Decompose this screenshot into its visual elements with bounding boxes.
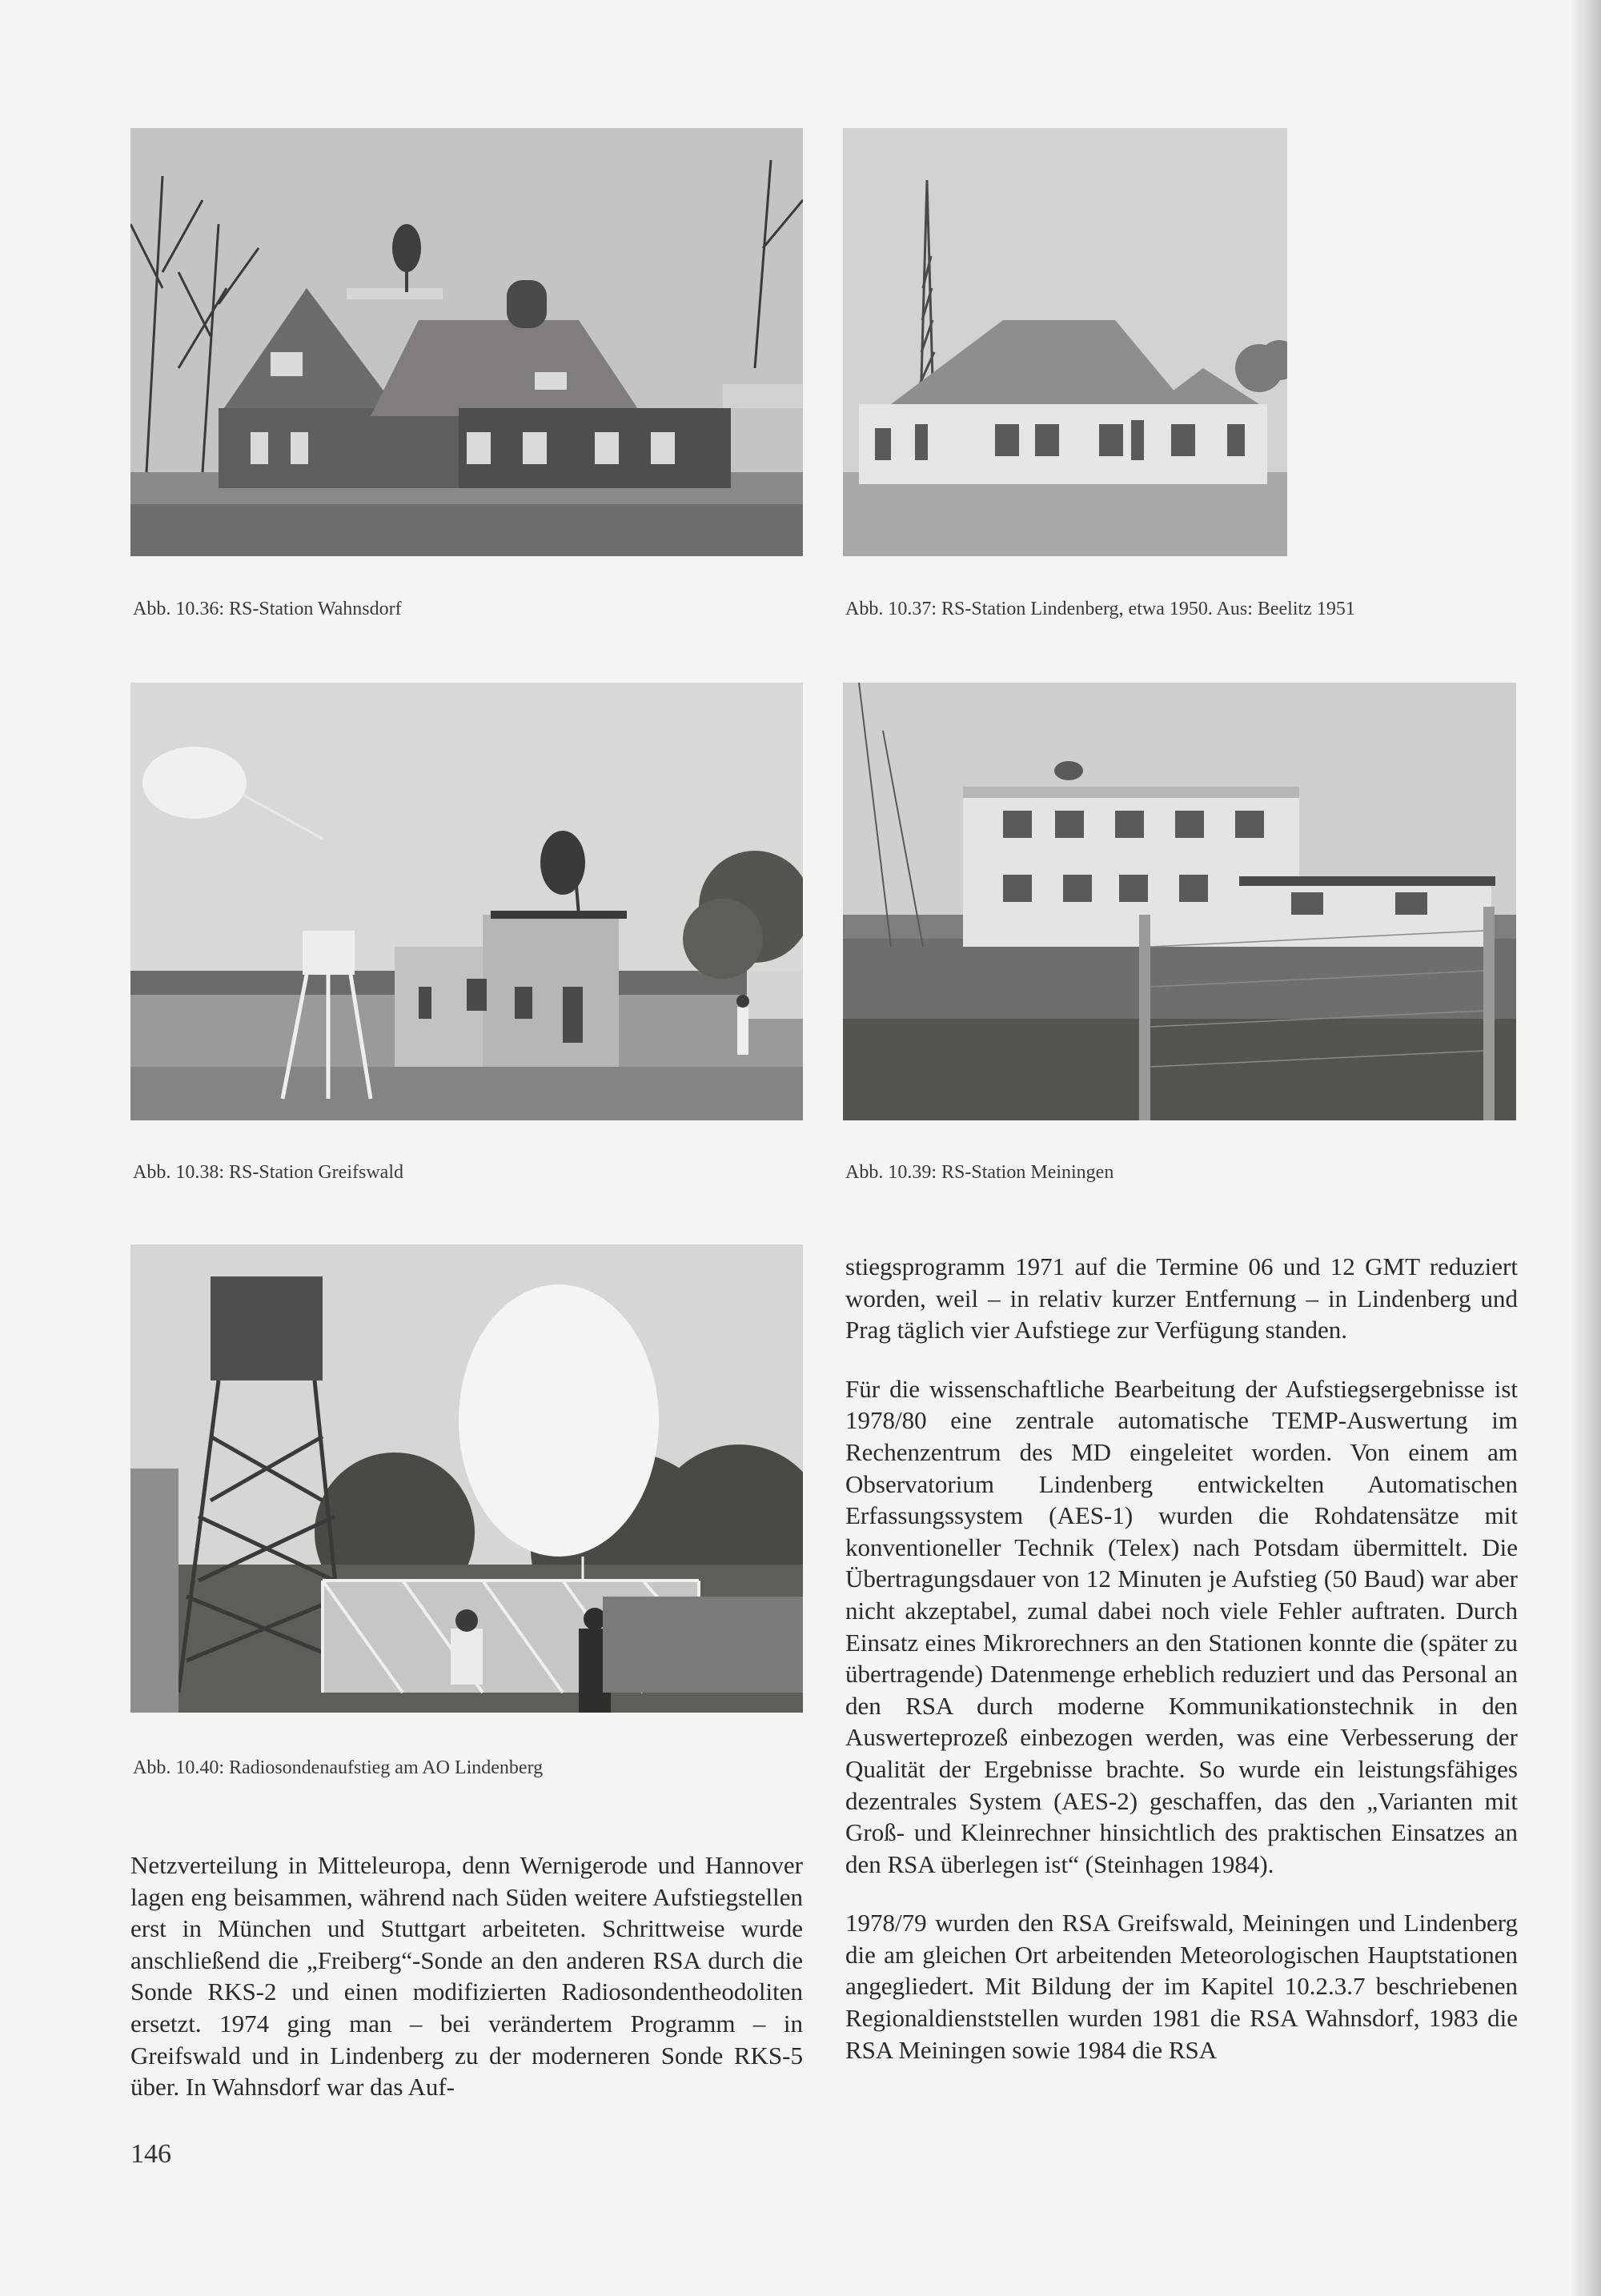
paragraph: 1978/79 wurden den RSA Greifswald, Meiningen und Lindenberg die am gleichen Ort arbeitenden Meteorologischen Hauptstationen angegliedert. Mit Bildung der im Kapitel 10.2.3.7 beschriebenen Regionaldienststellen wurden 1981 die RSA Wahnsdorf, 1983 die RSA Meiningen sowie 1984 die RSA (845, 1909, 1518, 2064)
body-text-left-column (130, 1849, 803, 2103)
caption-abb-10-36: Abb. 10.36: RS-Station Wahnsdorf (133, 599, 402, 619)
photo-rs-station-lindenberg (843, 128, 1287, 556)
page-edge-shadow (1569, 0, 1601, 2296)
photo-rs-station-greifswald (130, 683, 803, 1120)
body-text-right-column (845, 1251, 1518, 2066)
caption-abb-10-39: Abb. 10.39: RS-Station Meiningen (845, 1162, 1114, 1183)
photo-radiosondenaufstieg-lindenberg (130, 1244, 803, 1713)
caption-abb-10-38: Abb. 10.38: RS-Station Greifswald (133, 1162, 403, 1183)
photo-rs-station-meiningen (843, 683, 1516, 1120)
paragraph: Für die wissenschaftliche Bearbeitung der Aufstiegsergebnisse ist 1978/80 eine zentrale automatische TEMP-Auswertung im Rechenzentrum des MD eingeleitet worden. Von einem am Observatorium Lindenberg entwickelten Automatischen Erfassungssystem (AES-1) wurden die Rohdatensätze mit konventioneller Technik (Telex) nach Potsdam übermittelt. Die Übertragungsdauer von 12 Minuten je Aufstieg (50 Baud) war aber nicht akzeptabel, zumal dabei noch viele Fehler auftraten. Durch Einsatz eines Mikrorechners an den Stationen konnte die (später zu übertragende) Datenmenge erheblich reduziert und das Personal an den RSA durch moderne Kommunikationstechnik in den Auswerteprozeß einbezogen werden, was eine Verbesserung der Qualität der Ergebnisse brachte. So wurde ein leistungsfähiges dezentrales System (AES-2) geschaffen, das den „Varianten mit Groß- und Kleinrechner hinsichtlich des praktischen Einsatzes an den RSA überlegen ist“ (Steinhagen 1984). (845, 1374, 1518, 1878)
page-number: 146 (130, 2139, 171, 2169)
paragraph: Netzverteilung in Mitteleuropa, denn Wernigerode und Hannover lagen eng beisammen, während nach Süden weitere Aufstiegstellen erst in München und Stuttgart arbeiteten. Schrittweise wurde anschließend die „Freiberg“-Sonde an den anderen RSA durch die Sonde RKS-2 und einen modifizierten Radiosondentheodoliten ersetzt. 1974 ging man – bei verändertem Programm – in Greifswald und in Lindenberg zu der moderneren Sonde RKS-5 über. In Wahnsdorf war das Auf- (130, 1851, 803, 2102)
paragraph: stiegsprogramm 1971 auf die Termine 06 und 12 GMT reduziert worden, weil – in relativ kurzer Entfernung – in Lindenberg und Prag täglich vier Aufstiege zur Verfügung standen. (845, 1252, 1518, 1344)
caption-abb-10-40: Abb. 10.40: Radiosondenaufstieg am AO Lindenberg (133, 1757, 544, 1778)
caption-abb-10-37: Abb. 10.37: RS-Station Lindenberg, etwa 1950. Aus: Beelitz 1951 (845, 599, 1355, 619)
photo-rs-station-wahnsdorf (130, 128, 803, 556)
